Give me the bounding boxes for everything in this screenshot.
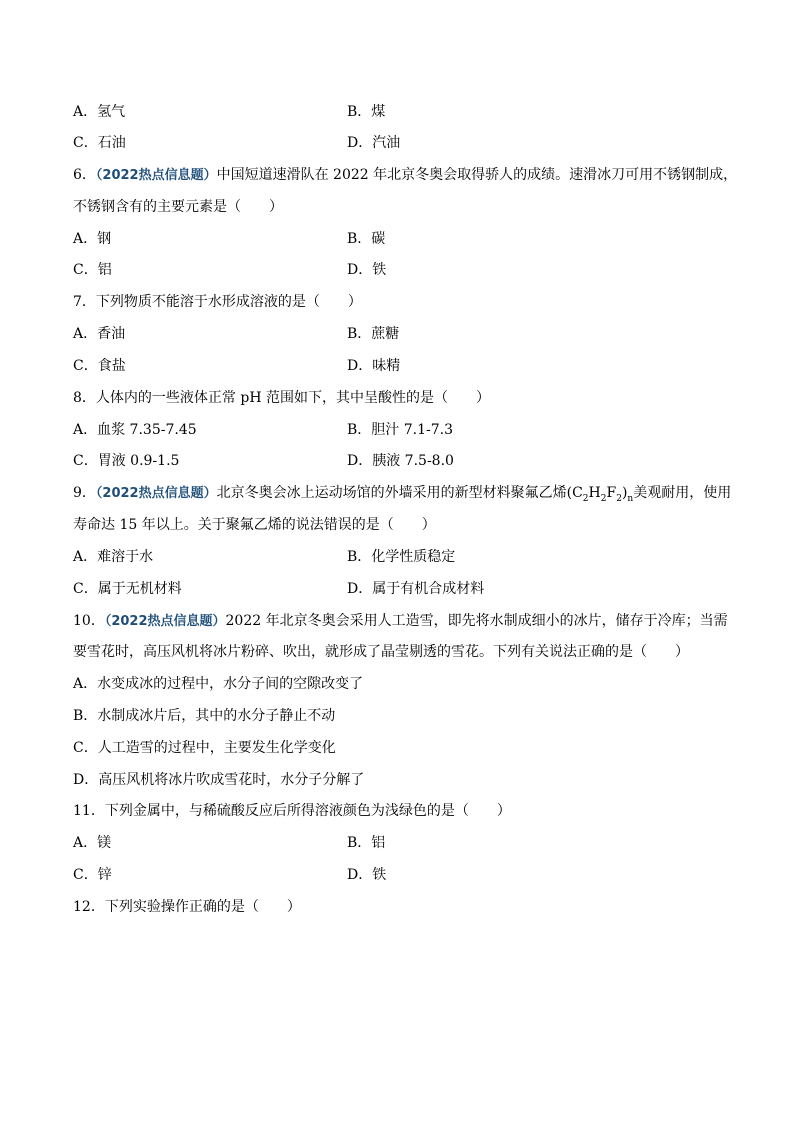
q9-number: 9．	[73, 485, 96, 501]
q8-text: 8．人体内的一些液体正常 pH 范围如下，其中呈酸性的是（	[73, 390, 448, 406]
q6-option-b: B．碳	[347, 231, 386, 247]
q6-stem-line1	[73, 166, 737, 185]
q6-text1: 中国短道速滑队在 2022 年北京冬奥会取得骄人的成绩。速滑冰刀可用不锈钢制成，	[216, 167, 738, 183]
q9-sub2: 2	[600, 493, 607, 504]
q10-stem-line1	[73, 612, 728, 631]
q9-option-b: B．化学性质稳定	[347, 549, 456, 565]
q6-close: ）	[269, 199, 283, 215]
q10-option-c: C．人工造雪的过程中，主要发生化学变化	[73, 740, 336, 756]
q10-option-d: D．高压风机将冰片吹成雪花时，水分子分解了	[73, 772, 365, 788]
q9-text1b: H	[588, 485, 601, 501]
q5-option-a: A．氢气	[73, 104, 126, 120]
q9-stem-line2	[73, 516, 436, 534]
q9-text1c: F	[606, 485, 617, 501]
q6-option-d: D．铁	[347, 262, 387, 278]
q10-text2: 要雪花时，高压风机将冰片粉碎、吹出，就形成了晶莹剔透的雪花。下列有关说法正确的是（	[73, 644, 647, 660]
q6-text2: 不锈钢含有的主要元素是（	[73, 199, 241, 215]
q11-option-b: B．铝	[347, 835, 386, 851]
q7-option-b: B．蔗糖	[347, 326, 400, 342]
q10-tag: （2022热点信息题）	[104, 614, 226, 629]
q8-option-d: D．胰液 7.5-8.0	[347, 453, 454, 469]
q6-option-a: A．钢	[73, 231, 112, 247]
q9-close: ）	[421, 517, 436, 533]
q5-option-d: D．汽油	[347, 135, 401, 151]
q9-sub4: n	[627, 493, 634, 504]
q9-text2: 寿命达 15 年以上。关于聚氟乙烯的说法错误的是（	[73, 517, 394, 533]
q5-option-b: B．煤	[347, 104, 386, 120]
q11-close: ）	[496, 803, 511, 819]
q8-close: ）	[475, 390, 490, 406]
q11-option-a: A．镁	[73, 835, 112, 851]
q12-close: ）	[286, 899, 301, 915]
q7-option-a: A．香油	[73, 326, 126, 342]
q9-option-a: A．难溶于水	[73, 549, 154, 565]
q9-option-c: C．属于无机材料	[73, 581, 182, 597]
q12-stem	[73, 898, 301, 916]
q9-text1a: 北京冬奥会冰上运动场馆的外墙采用的新型材料聚氟乙烯(C	[216, 485, 583, 501]
q7-option-c: C．食盐	[73, 358, 126, 374]
q9-tag: （2022热点信息题）	[95, 486, 217, 501]
q9-option-d: D．属于有机合成材料	[347, 581, 485, 597]
q6-stem-line2	[73, 198, 283, 216]
q9-sub3: 2	[616, 493, 622, 504]
q8-option-c: C．胃液 0.9-1.5	[73, 453, 180, 469]
q10-stem-line2	[73, 643, 689, 661]
q6-option-c: C．铝	[73, 262, 112, 278]
q11-option-c: C．锌	[73, 867, 112, 883]
q9-sub1: 2	[582, 493, 589, 504]
q10-option-a: A．水变成冰的过程中，水分子间的空隙改变了	[73, 676, 364, 692]
q8-option-a: A．血浆 7.35-7.45	[73, 422, 197, 438]
q11-text: 11．下列金属中，与稀硫酸反应后所得溶液颜色为浅绿色的是（	[73, 803, 469, 819]
q11-stem	[73, 802, 511, 820]
q8-option-b: B．胆汁 7.1-7.3	[347, 422, 453, 438]
q6-number: 6．	[73, 167, 96, 183]
q6-tag: （2022热点信息题）	[95, 168, 217, 183]
q7-stem	[73, 293, 362, 311]
q9-text1d: )	[621, 485, 628, 501]
q10-option-b: B．水制成冰片后，其中的水分子静止不动	[73, 708, 336, 724]
q8-stem	[73, 389, 490, 407]
q5-option-c: C．石油	[73, 135, 126, 151]
q10-close: ）	[675, 644, 689, 660]
q12-text: 12．下列实验操作正确的是（	[73, 899, 259, 915]
q10-number: 10．	[73, 613, 105, 629]
q11-option-d: D．铁	[347, 867, 387, 883]
q10-text1: 2022 年北京冬奥会采用人工造雪，即先将水制成细小的冰片，储存于冷库；当需	[225, 613, 728, 629]
q7-option-d: D．味精	[347, 358, 401, 374]
q9-text1e: 美观耐用，使用	[633, 485, 732, 501]
q7-close: ）	[347, 294, 362, 310]
q7-text: 7．下列物质不能溶于水形成溶液的是（	[73, 294, 320, 310]
q9-stem-line1	[73, 484, 731, 503]
